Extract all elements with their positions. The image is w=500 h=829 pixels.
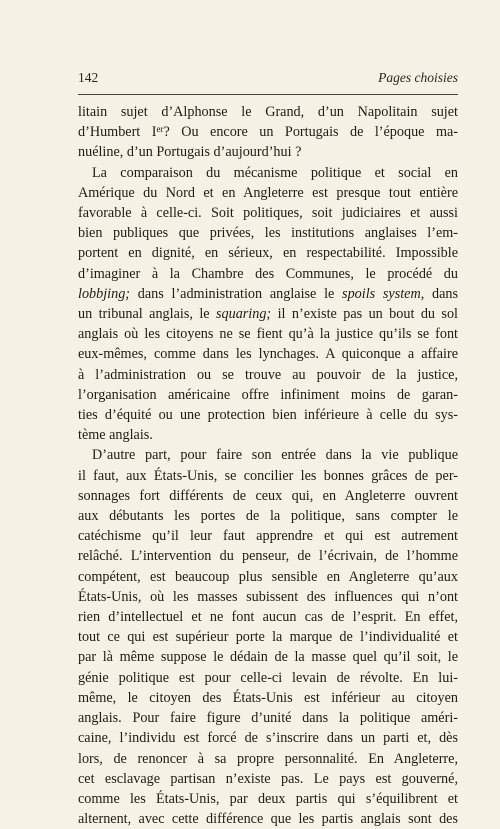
text-line: litain sujet d’Alphonse le Grand, d’un Napolitain sujet xyxy=(78,104,458,120)
header-rule xyxy=(78,94,458,95)
text-line: États-Unis, où les masses subissent des influences qui n’ont xyxy=(78,588,458,605)
text-line: bien publiques que privées, les institutions anglaises l’em- xyxy=(78,225,458,242)
text-line: il faut, aux États-Unis, se concilier les bonnes grâces de per- xyxy=(78,467,458,484)
text-line: La comparaison du mécanisme politique et social en xyxy=(92,164,458,181)
text-line: aux débutants les portes de la politique, sans compter le xyxy=(78,508,458,525)
text-line: eux-mêmes, comme dans les lynchages. A quiconque a affaire xyxy=(78,346,458,363)
text-line: Amérique du Nord et en Angleterre est presque tout entière xyxy=(78,184,458,201)
text-line: cet esclavage partisan n’existe pas. Le pays est gouverné, xyxy=(78,770,458,787)
paragraph-3 xyxy=(78,445,458,829)
text-line: alternent, avec cette différence que les partis anglais sont des xyxy=(78,811,458,828)
page-number: 142 xyxy=(78,70,99,85)
text-line: sonnages fort différents de ceux qui, en Angleterre ouvrent xyxy=(78,487,458,504)
text-line: ties d’équité ou une protection bien inférieure à celle du sys- xyxy=(78,407,458,424)
text-line: anglais. Pour faire figure d’unité dans la politique améri- xyxy=(78,710,458,727)
text-line: compétent, est beaucoup plus sensible en Angleterre qu’aux xyxy=(78,568,458,585)
text-line: d’Humbert Ier? Ou encore un Portugais de l’époque ma- xyxy=(78,124,459,141)
running-title: Pages choisies xyxy=(378,70,458,85)
text-line: lobbjing; dans l’administration anglaise le spoils system, dans xyxy=(78,285,459,302)
text-line: même, le citoyen des États-Unis est inférieur au citoyen xyxy=(78,689,458,706)
text-line: un tribunal anglais, le squaring; il n’existe pas un bout du sol xyxy=(78,306,458,323)
text-line: comme les États-Unis, par deux partis qui s’équilibrent et xyxy=(78,790,458,807)
text-line: tout ce qui est supérieur porte la marque de l’individualité et xyxy=(78,629,458,646)
text-line: portent en dignité, en sérieux, en respectabilité. Impossible xyxy=(78,245,458,262)
text-line: d’imaginer à la Chambre des Communes, le procédé du xyxy=(78,265,458,282)
body-text xyxy=(78,102,458,829)
text-line: favorable à celle-ci. Soit politiques, soit judiciaires et aussi xyxy=(78,205,458,222)
text-line: relâché. L’intervention du penseur, de l’écrivain, de l’homme xyxy=(78,548,458,565)
text-line: génie politique est pour celle-ci levain de révolte. En lui- xyxy=(78,669,458,686)
paragraph-2 xyxy=(78,163,458,446)
page-header xyxy=(78,68,458,88)
text-line: par là même suppose le dédain de la masse quel qu’il soit, le xyxy=(78,649,458,666)
text-line: à l’administration ou se trouve au pouvoir de la justice, xyxy=(78,366,458,383)
text-line: catéchisme qu’il leur faut apprendre et qui est autrement xyxy=(78,528,458,545)
text-line: D’autre part, pour faire son entrée dans la vie publique xyxy=(92,447,458,464)
text-line: caine, l’individu est forcé de s’inscrire dans un parti et, dès xyxy=(78,730,458,747)
text-line: tème anglais. xyxy=(78,427,153,444)
text-line: anglais où les citoyens ne se fient qu’à la justice qu’ils se font xyxy=(78,326,458,343)
text-line: nuéline, d’un Portugais d’aujourd’hui ? xyxy=(78,144,302,161)
text-line: rien d’intellectuel et ne font aucun cas de l’esprit. En effet, xyxy=(78,609,458,626)
text-line: l’organisation américaine offre infiniment moins de garan- xyxy=(78,386,458,403)
paragraph-1 xyxy=(78,102,458,163)
text-line: lors, de renoncer à sa propre personnalité. En Angleterre, xyxy=(78,750,458,767)
